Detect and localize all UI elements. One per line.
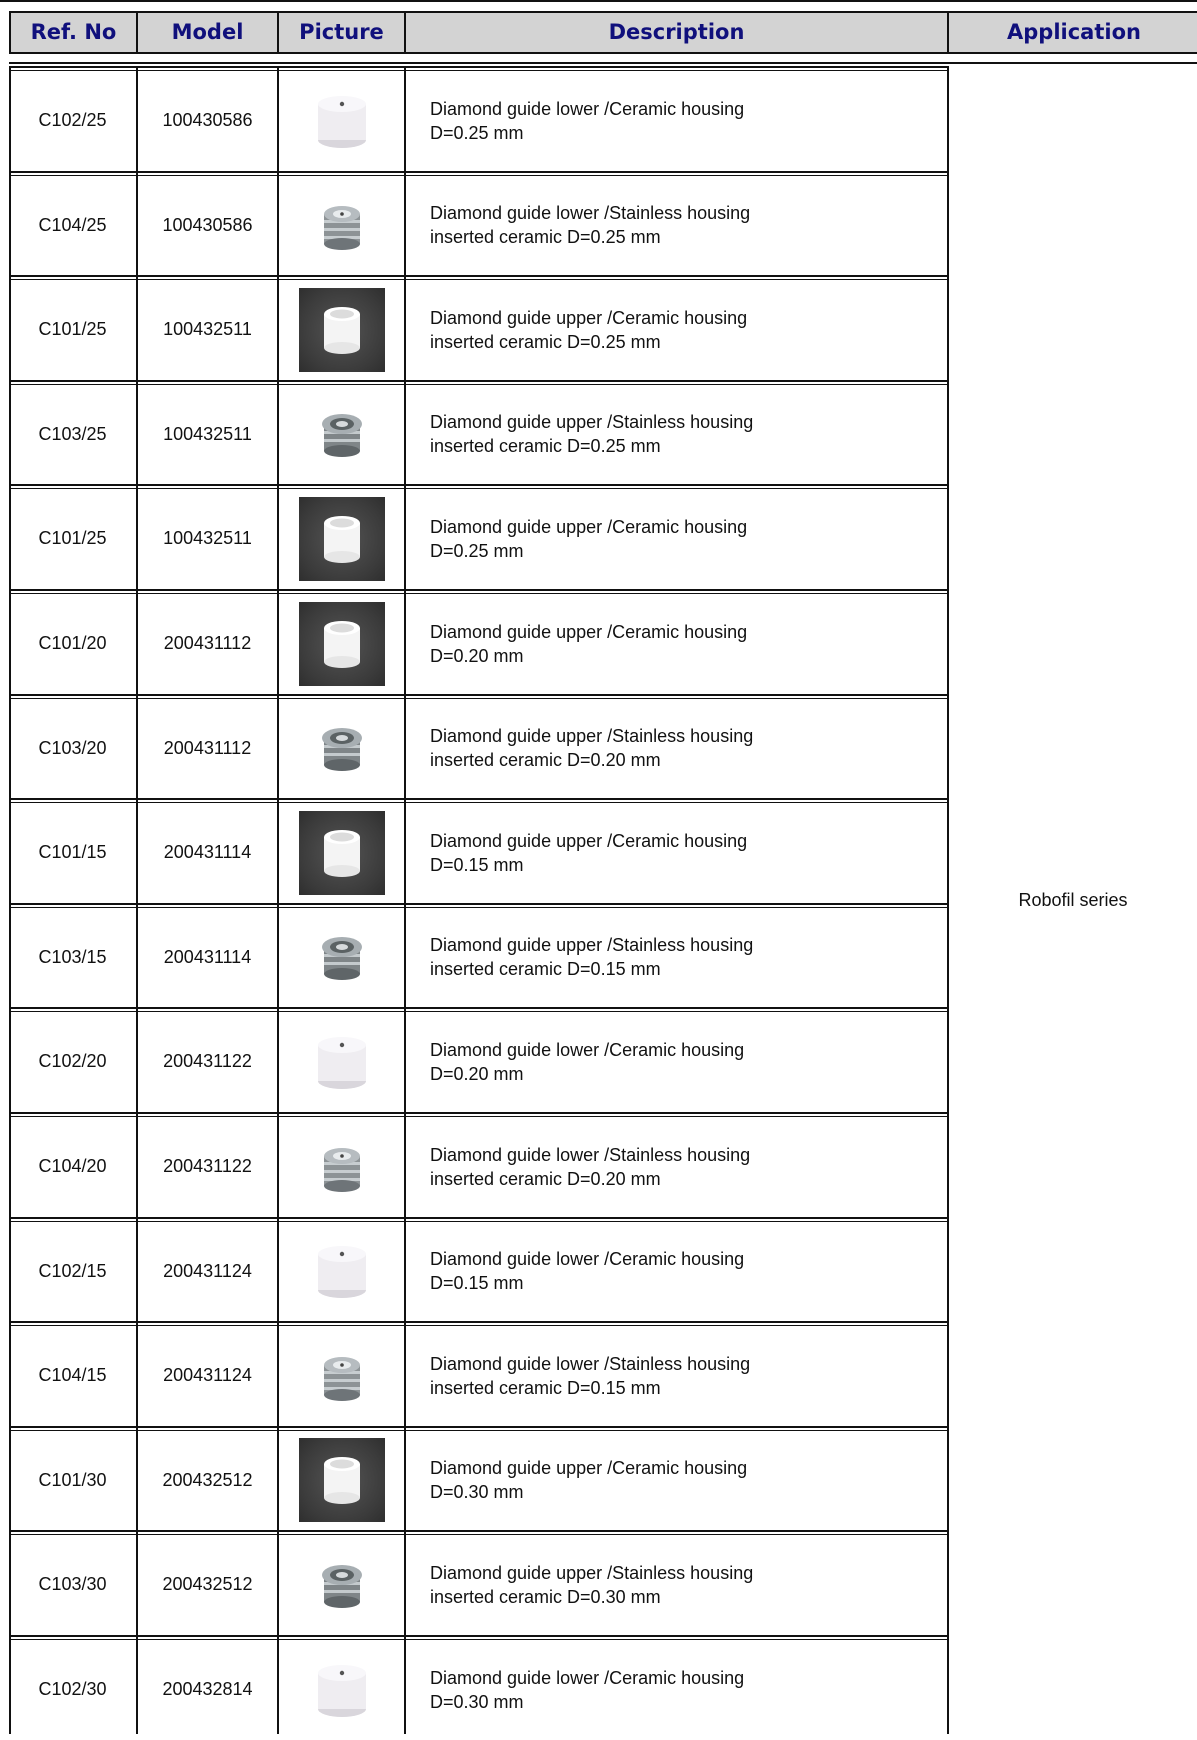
row-rule: [9, 1426, 947, 1428]
description-cell: [406, 908, 947, 1007]
description-cell: [406, 385, 947, 484]
description-line-1: Diamond guide upper /Stainless housing: [430, 726, 754, 747]
model-cell: [138, 71, 277, 170]
table-row: [9, 903, 947, 1008]
stainless-lower-icon: [299, 1125, 385, 1209]
model-number: 100432511: [163, 528, 252, 549]
description-cell: [406, 280, 947, 379]
description-cell: [406, 1431, 947, 1530]
row-rule: [9, 798, 947, 800]
description-cell: [406, 594, 947, 693]
ref-no: C101/20: [38, 633, 107, 653]
row-rule: [9, 171, 947, 173]
picture-cell: [279, 908, 404, 1007]
table-row: [9, 1112, 947, 1217]
picture-cell: [279, 1640, 404, 1739]
model-number: 100430586: [162, 110, 253, 130]
row-rule: [9, 589, 947, 591]
model-number: 100432511: [163, 319, 252, 340]
description-line-2: D=0.30 mm: [430, 1482, 524, 1503]
ref-no-cell: [9, 385, 136, 484]
description-cell: [406, 1117, 947, 1216]
ref-no-cell: [9, 908, 136, 1007]
ref-no-cell: [9, 1535, 136, 1634]
picture-cell: [279, 1535, 404, 1634]
picture-cell: [279, 803, 404, 902]
header-application: Application: [1007, 20, 1141, 44]
table-header: [9, 11, 1197, 54]
stainless-lower-icon: [299, 183, 385, 267]
model-cell: [138, 280, 277, 379]
ref-no-cell: [9, 71, 136, 170]
model-cell: [138, 803, 277, 902]
description-line-1: Diamond guide lower /Ceramic housing: [430, 1249, 745, 1270]
ref-no-cell: [9, 1222, 136, 1321]
model-number: 100430586: [162, 214, 253, 235]
model-cell: [138, 1012, 277, 1111]
description-line-1: Diamond guide upper /Ceramic housing: [430, 1458, 748, 1479]
description-line-1: Diamond guide lower /Stainless housing: [430, 1353, 751, 1374]
model-number: 200431122: [163, 1156, 252, 1176]
description-cell: [406, 699, 947, 798]
row-rule: [9, 1321, 947, 1323]
ref-no: C102/30: [38, 1679, 107, 1699]
ref-no: C102/25: [38, 110, 107, 130]
description-line-2: inserted ceramic D=0.25 mm: [430, 331, 661, 352]
picture-cell: [279, 699, 404, 798]
table-row: [9, 694, 947, 799]
ref-no: C102/20: [38, 1051, 107, 1072]
ref-no-cell: [9, 1012, 136, 1111]
stainless-upper-icon: [299, 392, 385, 476]
ref-no: C104/20: [38, 1156, 107, 1176]
ref-no: C103/20: [38, 737, 107, 758]
ref-no: C103/30: [38, 1574, 107, 1595]
row-rule: [9, 903, 947, 905]
picture-cell: [279, 280, 404, 379]
ref-no: C101/25: [38, 528, 107, 549]
description-line-2: inserted ceramic D=0.20 mm: [430, 1168, 661, 1189]
model-cell: [138, 1640, 277, 1739]
header-description: Description: [608, 20, 745, 44]
model-number: 100432511: [163, 423, 252, 444]
description-line-2: inserted ceramic D=0.30 mm: [430, 1586, 661, 1607]
picture-cell: [279, 1117, 404, 1216]
row-rule: [9, 1217, 947, 1219]
picture-cell: [279, 71, 404, 170]
top-rule: [0, 0, 1197, 2]
ceramic-lower-icon: [299, 1020, 385, 1104]
model-number: 200431122: [163, 1051, 252, 1072]
table-row: [9, 1321, 947, 1426]
description-cell: [406, 489, 947, 588]
ref-no-cell: [9, 280, 136, 379]
description-cell: [406, 1326, 947, 1425]
description-line-1: Diamond guide upper /Stainless housing: [430, 935, 754, 956]
picture-cell: [279, 594, 404, 693]
stainless-upper-icon: [299, 1543, 385, 1627]
ref-no: C103/15: [38, 946, 107, 967]
picture-cell: [279, 1012, 404, 1111]
picture-cell: [279, 1431, 404, 1530]
table-row: [9, 798, 947, 903]
table-row: [9, 1530, 947, 1635]
ref-no: C101/15: [38, 842, 107, 863]
ref-no-cell: [9, 1640, 136, 1739]
description-line-1: Diamond guide upper /Stainless housing: [430, 1562, 754, 1583]
model-number: 200431112: [163, 633, 252, 653]
model-cell: [138, 1535, 277, 1634]
ceramic-lower-icon: [299, 1648, 385, 1732]
description-line-1: Diamond guide upper /Ceramic housing: [430, 830, 748, 851]
ref-no: C101/30: [38, 1469, 107, 1490]
description-line-1: Diamond guide lower /Ceramic housing: [430, 1667, 745, 1688]
table-row: [9, 275, 947, 380]
picture-cell: [279, 1222, 404, 1321]
description-line-1: Diamond guide upper /Ceramic housing: [430, 516, 748, 537]
row-rule: [9, 380, 947, 382]
stainless-lower-icon: [299, 1334, 385, 1418]
ref-no-cell: [9, 489, 136, 588]
model-cell: [138, 908, 277, 1007]
description-line-1: Diamond guide upper /Stainless housing: [430, 412, 754, 433]
table-row: [9, 1217, 947, 1322]
table-row: [9, 484, 947, 589]
ref-no-cell: [9, 1431, 136, 1530]
description-line-1: Diamond guide upper /Ceramic housing: [430, 307, 748, 328]
model-cell: [138, 1431, 277, 1530]
description-line-1: Diamond guide lower /Ceramic housing: [430, 98, 745, 119]
model-cell: [138, 176, 277, 275]
description-line-2: inserted ceramic D=0.15 mm: [430, 959, 661, 980]
description-line-2: D=0.15 mm: [430, 854, 524, 875]
description-line-2: inserted ceramic D=0.25 mm: [430, 436, 661, 457]
description-cell: [406, 71, 947, 170]
ceramic-upper-icon: [299, 1438, 385, 1522]
row-rule: [9, 1530, 947, 1532]
description-cell: [406, 176, 947, 275]
row-rule: [9, 1112, 947, 1114]
picture-cell: [279, 1326, 404, 1425]
table-row: [9, 1426, 947, 1531]
model-number: 200431114: [163, 842, 252, 863]
description-line-2: inserted ceramic D=0.25 mm: [430, 227, 661, 248]
model-cell: [138, 489, 277, 588]
ref-no-cell: [9, 1117, 136, 1216]
ref-no-cell: [9, 594, 136, 693]
row-rule: [9, 484, 947, 486]
description-line-2: D=0.25 mm: [430, 540, 524, 561]
picture-cell: [279, 176, 404, 275]
ref-no-cell: [9, 176, 136, 275]
ref-no-cell: [9, 803, 136, 902]
stainless-upper-icon: [299, 706, 385, 790]
model-cell: [138, 1117, 277, 1216]
row-rule: [9, 66, 947, 68]
description-cell: [406, 1012, 947, 1111]
table-row: [9, 589, 947, 694]
model-number: 200432512: [162, 1469, 253, 1490]
model-number: 200431124: [163, 1365, 252, 1386]
table-row: [9, 66, 947, 171]
table-row: [9, 380, 947, 485]
ref-no: C101/25: [38, 319, 107, 340]
description-cell: [406, 1222, 947, 1321]
ceramic-lower-icon: [299, 1229, 385, 1313]
description-cell: [406, 803, 947, 902]
model-number: 200431114: [163, 946, 252, 967]
description-line-2: D=0.15 mm: [430, 1273, 524, 1294]
row-rule: [9, 275, 947, 277]
description-line-1: Diamond guide lower /Ceramic housing: [430, 1039, 745, 1060]
header-rule: [9, 62, 1197, 64]
description-line-1: Diamond guide lower /Stainless housing: [430, 1144, 751, 1165]
table-row: [9, 1635, 947, 1740]
row-rule: [9, 1007, 947, 1009]
table-row: [9, 171, 947, 276]
model-cell: [138, 385, 277, 484]
ref-no: C104/25: [38, 214, 107, 235]
picture-cell: [279, 489, 404, 588]
description-line-1: Diamond guide upper /Ceramic housing: [430, 621, 748, 642]
ceramic-upper-icon: [299, 811, 385, 895]
picture-cell: [279, 385, 404, 484]
ref-no: C104/15: [38, 1365, 107, 1386]
ceramic-upper-icon: [299, 288, 385, 372]
description-line-2: inserted ceramic D=0.15 mm: [430, 1377, 661, 1398]
description-line-2: D=0.20 mm: [430, 645, 524, 666]
description-line-2: D=0.30 mm: [430, 1691, 524, 1712]
description-line-2: D=0.25 mm: [430, 122, 524, 143]
application-cell: Robofil series: [1018, 889, 1128, 910]
model-cell: [138, 1326, 277, 1425]
model-number: 200431112: [163, 737, 252, 758]
description-line-2: D=0.20 mm: [430, 1063, 524, 1084]
ceramic-upper-icon: [299, 497, 385, 581]
stainless-upper-icon: [299, 915, 385, 999]
header-model: Model: [171, 20, 244, 44]
ref-no: C102/15: [38, 1260, 107, 1281]
model-cell: [138, 699, 277, 798]
ref-no-cell: [9, 1326, 136, 1425]
ceramic-upper-icon: [299, 602, 385, 686]
model-cell: [138, 1222, 277, 1321]
model-cell: [138, 594, 277, 693]
description-line-2: inserted ceramic D=0.20 mm: [430, 750, 661, 771]
model-number: 200432814: [162, 1679, 253, 1699]
ref-no: C103/25: [38, 423, 107, 444]
description-line-1: Diamond guide lower /Stainless housing: [430, 203, 751, 224]
model-number: 200431124: [163, 1260, 252, 1281]
table-row: [9, 1007, 947, 1112]
header-ref-no: Ref. No: [30, 20, 117, 44]
ref-no-cell: [9, 699, 136, 798]
description-cell: [406, 1535, 947, 1634]
row-rule: [9, 1635, 947, 1637]
description-cell: [406, 1640, 947, 1739]
header-picture: Picture: [299, 20, 384, 44]
row-rule: [9, 694, 947, 696]
ceramic-lower-icon: [299, 79, 385, 163]
model-number: 200432512: [162, 1574, 253, 1595]
